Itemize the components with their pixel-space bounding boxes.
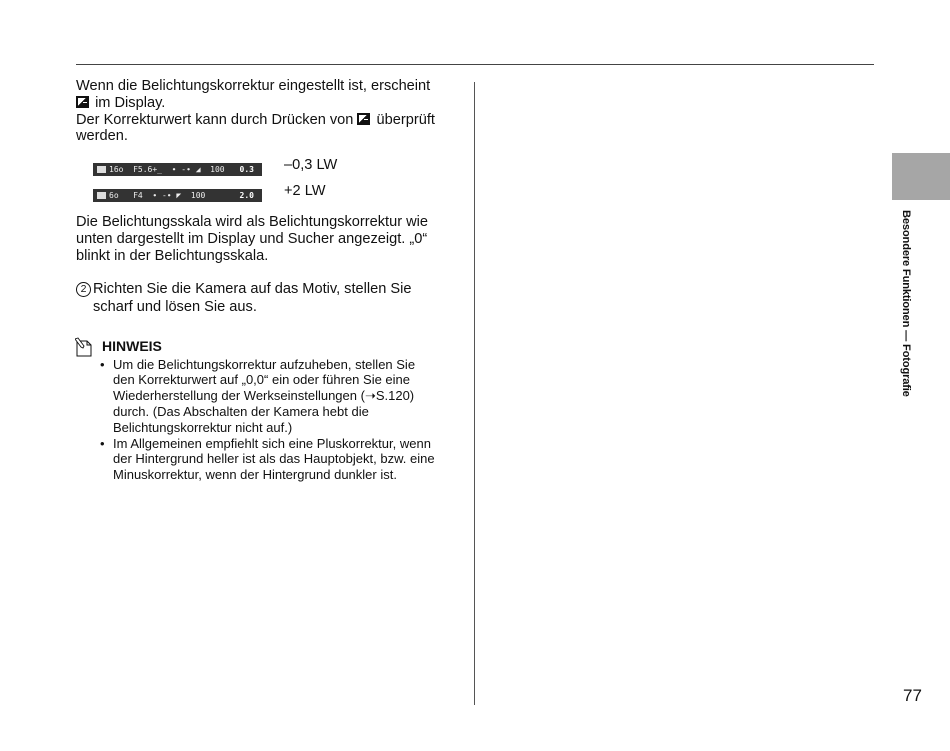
intro-line-1: Wenn die Belichtungskorrektur eingestellt ist, erscheint bbox=[76, 78, 431, 94]
lcd-display bbox=[93, 189, 262, 202]
intro-line-3-tail: überprüft bbox=[376, 111, 435, 128]
step-line-1: Richten Sie die Kamera auf das Motiv, stellen Sie bbox=[93, 280, 412, 297]
step-2 bbox=[76, 280, 456, 317]
intro-line-4: werden. bbox=[76, 128, 128, 145]
note-bullet-line: • Um die Belichtungskorrektur aufzuheben, stellen Sie bbox=[113, 356, 416, 372]
lcd-value: 0.3 bbox=[239, 165, 254, 175]
lcd-display-row bbox=[76, 157, 456, 187]
note-bullet-line: den Korrekturwert auf „0,0“ ein oder führen Sie eine bbox=[113, 372, 411, 388]
scale-line-1: Die Belichtungsskala wird als Belichtungskorrektur wie bbox=[76, 214, 429, 231]
intro-line-3 bbox=[76, 112, 456, 129]
step-line-2: scharf und lösen Sie aus. bbox=[93, 299, 257, 316]
note-bullet-line: • Im Allgemeinen empfiehlt sich eine Pluskorrektur, wenn bbox=[113, 435, 431, 451]
camera-mode-icon bbox=[97, 192, 106, 199]
note-bullet-line: durch. (Das Abschalten der Kamera hebt die bbox=[113, 403, 369, 419]
note-bullet bbox=[100, 357, 456, 436]
column-divider bbox=[474, 82, 475, 705]
note-bullet-line: Belichtungskorrektur nicht auf.) bbox=[113, 419, 293, 435]
scale-line-3: blinkt in der Belichtungsskala. bbox=[76, 247, 269, 264]
scale-line-2: unten dargestellt im Display und Sucher angezeigt. „0“ bbox=[76, 230, 428, 247]
note-bullet bbox=[100, 436, 456, 483]
note-bullet-line: der Hintergrund heller ist als das Hauptobjekt, bzw. eine bbox=[113, 451, 435, 467]
note-pencil-icon bbox=[75, 337, 93, 357]
lcd-label: +2 LW bbox=[284, 183, 326, 200]
note-title: HINWEIS bbox=[102, 337, 162, 354]
note-bullet-line: Minuskorrektur, wenn der Hintergrund dunkler ist. bbox=[113, 467, 397, 483]
lcd-display-row bbox=[76, 183, 456, 213]
scale-paragraph bbox=[76, 214, 456, 264]
intro-paragraph bbox=[76, 78, 456, 145]
lcd-segments: 16o F5.6+̲ ∙ -∙ ◢ 100 bbox=[109, 165, 225, 175]
note-bullet-line: Wiederherstellung der Werkseinstellungen (➝S.120) bbox=[113, 388, 415, 404]
note-heading bbox=[76, 337, 456, 357]
section-tab bbox=[892, 153, 950, 200]
left-column bbox=[76, 78, 456, 483]
section-side-label-text: Besondere Funktionen — Fotografie bbox=[900, 210, 912, 397]
page-number: 77 bbox=[903, 686, 922, 705]
note-list bbox=[100, 357, 456, 483]
intro-line-2 bbox=[76, 95, 456, 112]
lcd-display bbox=[93, 163, 262, 176]
lcd-segments: 6o F4 ∙ -∙ ◤ 100 bbox=[109, 191, 206, 201]
lcd-value: 2.0 bbox=[239, 191, 254, 201]
lcd-label: –0,3 LW bbox=[284, 157, 338, 174]
camera-mode-icon bbox=[97, 166, 106, 173]
section-side-label bbox=[898, 210, 912, 410]
exposure-compensation-icon bbox=[76, 96, 89, 108]
top-rule bbox=[76, 64, 874, 65]
intro-line-3-text: Der Korrekturwert kann durch Drücken von bbox=[76, 111, 354, 128]
step-number-badge: 2 bbox=[76, 282, 91, 297]
intro-line-2-text: im Display. bbox=[95, 94, 166, 111]
exposure-compensation-icon bbox=[357, 113, 370, 125]
